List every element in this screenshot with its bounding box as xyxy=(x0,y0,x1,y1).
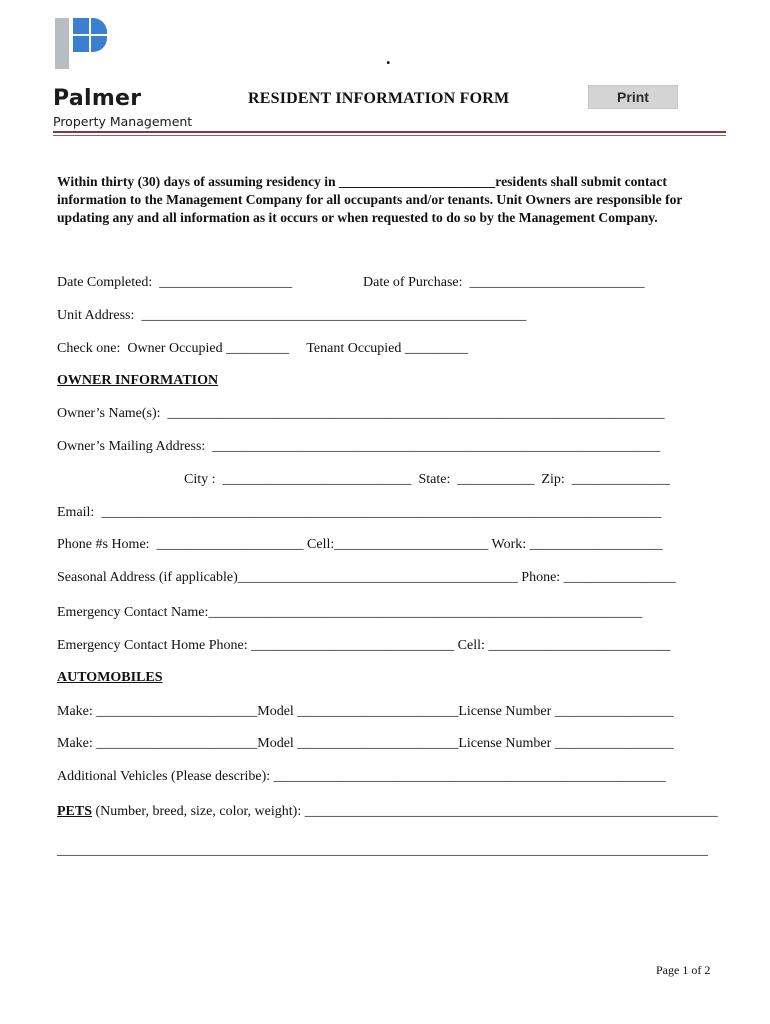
header-divider xyxy=(53,131,726,133)
header-dot: . xyxy=(386,48,391,68)
automobiles-heading: AUTOMOBILES xyxy=(57,670,163,685)
logo-subtitle: Property Management xyxy=(53,114,193,129)
owner-names-field[interactable]: Owner’s Name(s): _______________________________________________________________________ xyxy=(57,406,665,421)
automobile-1-field[interactable]: Make: _______________________Model _______________________License Number _________________ xyxy=(57,704,674,719)
email-field[interactable]: Email: ________________________________________________________________________________ xyxy=(57,505,662,520)
date-purchase-field[interactable]: Date of Purchase: _________________________ xyxy=(363,275,645,290)
automobile-2-field[interactable]: Make: _______________________Model _______________________License Number _________________ xyxy=(57,736,674,751)
print-button[interactable]: Print xyxy=(588,85,678,109)
emergency-contact-phone-field[interactable]: Emergency Contact Home Phone: _____________________________ Cell: __________________________ xyxy=(57,638,671,653)
logo-name: Palmer xyxy=(53,86,142,111)
logo-grid-icon xyxy=(73,18,109,52)
pets-label: PETS xyxy=(57,804,93,819)
header-divider-thin xyxy=(53,135,726,136)
page-number: Page 1 of 2 xyxy=(656,963,711,977)
pets-field[interactable] xyxy=(57,804,718,820)
form-title: RESIDENT INFORMATION FORM xyxy=(248,90,510,107)
emergency-contact-name-field[interactable]: Emergency Contact Name:______________________________________________________________ xyxy=(57,605,643,620)
owner-mailing-field[interactable]: Owner’s Mailing Address: ________________________________________________________________ xyxy=(57,439,661,454)
phone-numbers-field[interactable]: Phone #s Home: _____________________ Cell:______________________ Work: ___________________ xyxy=(57,537,663,552)
logo-bar xyxy=(55,18,69,69)
date-completed-field[interactable]: Date Completed: ___________________ xyxy=(57,275,293,290)
intro-paragraph: Within thirty (30) days of assuming residency in _______________________residents shall submit contact information to the Management Company for all occupants and/or tenants. Unit Owners are responsible for updating any and all information as it occurs or when requested to do so by the Management Company. xyxy=(57,174,683,225)
city-state-zip-field[interactable]: City : ___________________________ State: ___________ Zip: ______________ xyxy=(184,472,670,487)
unit-address-field[interactable]: Unit Address: _______________________________________________________ xyxy=(57,308,527,323)
occupancy-check-field[interactable]: Check one: Owner Occupied _________ Tenant Occupied _________ xyxy=(57,341,468,356)
pets-field-line-2[interactable]: _____________________________________________________________________________________________ xyxy=(57,843,708,858)
owner-info-heading: OWNER INFORMATION xyxy=(57,373,219,388)
additional-vehicles-field[interactable]: Additional Vehicles (Please describe): ________________________________________________________ xyxy=(57,769,666,784)
seasonal-address-field[interactable]: Seasonal Address (if applicable)________________________________________ Phone: ________________ xyxy=(57,570,676,585)
pets-description: (Number, breed, size, color, weight): ___________________________________________________________ xyxy=(92,804,718,819)
